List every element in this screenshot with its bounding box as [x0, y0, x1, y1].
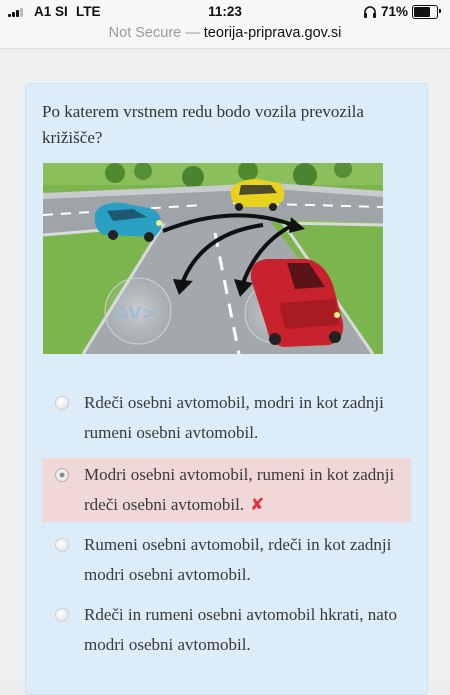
- carrier-name: A1 SI: [34, 4, 68, 19]
- network-type: LTE: [76, 4, 101, 19]
- status-right: [363, 4, 438, 19]
- wrong-answer-icon: ✘: [250, 495, 265, 515]
- answer-option-4[interactable]: [42, 600, 411, 660]
- intersection-image: [43, 163, 383, 354]
- battery-fill: [414, 7, 430, 17]
- question-text: Po katerem vrstnem redu bodo vozila prevozila križišče?: [42, 102, 364, 147]
- url-bar[interactable]: [0, 24, 450, 48]
- answer-option-3[interactable]: [42, 530, 411, 590]
- radio-button[interactable]: [55, 608, 69, 622]
- status-time: 11:23: [208, 4, 242, 19]
- url-separator: —: [185, 25, 200, 41]
- battery-percent: 71%: [380, 4, 408, 19]
- answer-text: Rdeči in rumeni osebni avtomobil hkrati, nato modri osebni avtomobil.: [84, 605, 398, 654]
- answer-text: Rdeči osebni avtomobil, modri in kot zadnji rumeni osebni avtomobil.: [84, 393, 384, 442]
- yellow-car: [231, 179, 285, 211]
- question-card: [25, 83, 428, 695]
- answer-text: Modri osebni avtomobil, rumeni in kot zadnji rdeči osebni avtomobil.: [84, 465, 395, 514]
- page-content: [0, 49, 450, 680]
- answer-option-1[interactable]: [42, 388, 411, 448]
- url-domain: teorija-priprava.gov.si: [203, 25, 342, 41]
- svg-text:AV>: AV>: [115, 303, 157, 324]
- answer-text: Rumeni osebni avtomobil, rdeči in kot zadnji modri osebni avtomobil.: [84, 535, 392, 584]
- answer-option-2[interactable]: [42, 458, 411, 522]
- status-bar: [0, 0, 450, 24]
- battery-icon: [412, 5, 438, 19]
- headphones-icon: [363, 6, 377, 18]
- security-label: Not Secure: [108, 25, 182, 41]
- radio-button[interactable]: [55, 468, 69, 482]
- radio-button[interactable]: [55, 396, 69, 410]
- radio-button[interactable]: [55, 538, 69, 552]
